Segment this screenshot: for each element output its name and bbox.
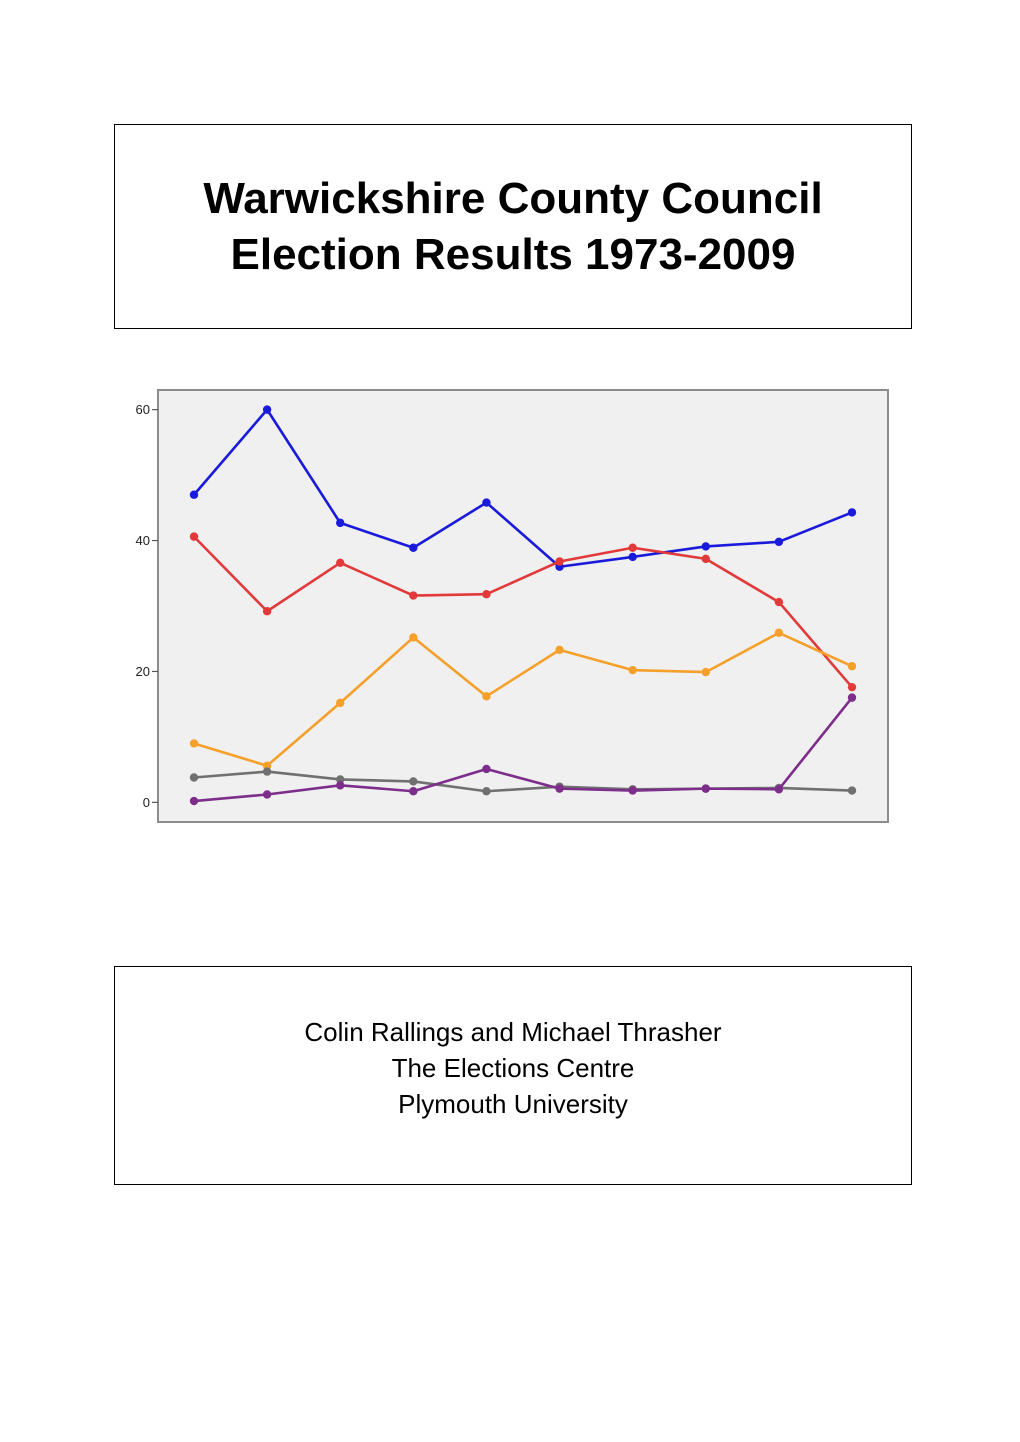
data-point: [702, 668, 710, 676]
data-point: [848, 508, 856, 516]
data-point: [628, 544, 636, 552]
chart-container: [120, 380, 900, 835]
data-point: [409, 544, 417, 552]
y-tick-label: 20: [135, 663, 150, 679]
data-point: [482, 498, 490, 506]
data-point: [848, 693, 856, 701]
institution-university: Plymouth University: [398, 1089, 628, 1119]
data-point: [482, 692, 490, 700]
data-point: [190, 797, 198, 805]
data-point: [263, 405, 271, 413]
data-point: [702, 784, 710, 792]
y-tick-label: 0: [142, 794, 150, 810]
data-point: [555, 646, 563, 654]
y-tick-label: 40: [135, 533, 150, 549]
data-point: [336, 519, 344, 527]
data-point: [482, 590, 490, 598]
data-point: [702, 542, 710, 550]
author-names: Colin Rallings and Michael Thrasher: [304, 1017, 722, 1047]
data-point: [848, 683, 856, 691]
data-point: [336, 559, 344, 567]
data-point: [190, 739, 198, 747]
data-point: [775, 598, 783, 606]
data-point: [336, 781, 344, 789]
page-title-line-1: Warwickshire County Council: [203, 173, 823, 223]
author-box: [114, 966, 912, 1185]
data-point: [409, 777, 417, 785]
data-point: [628, 786, 636, 794]
line-chart: [120, 380, 900, 835]
institution-centre: The Elections Centre: [391, 1053, 635, 1083]
data-point: [482, 787, 490, 795]
data-point: [628, 553, 636, 561]
data-point: [263, 607, 271, 615]
data-point: [702, 555, 710, 563]
data-point: [336, 699, 344, 707]
data-point: [190, 773, 198, 781]
page-title-line-2: Election Results 1973-2009: [230, 229, 796, 279]
data-point: [775, 785, 783, 793]
data-point: [775, 629, 783, 637]
data-point: [409, 787, 417, 795]
data-point: [555, 557, 563, 565]
data-point: [190, 491, 198, 499]
data-point: [409, 633, 417, 641]
data-point: [775, 538, 783, 546]
data-point: [848, 786, 856, 794]
data-point: [263, 790, 271, 798]
data-point: [848, 662, 856, 670]
data-point: [628, 666, 636, 674]
data-point: [263, 767, 271, 775]
title-box: [114, 124, 912, 329]
y-tick-label: 60: [135, 402, 150, 418]
data-point: [190, 532, 198, 540]
data-point: [555, 784, 563, 792]
data-point: [482, 765, 490, 773]
data-point: [409, 591, 417, 599]
